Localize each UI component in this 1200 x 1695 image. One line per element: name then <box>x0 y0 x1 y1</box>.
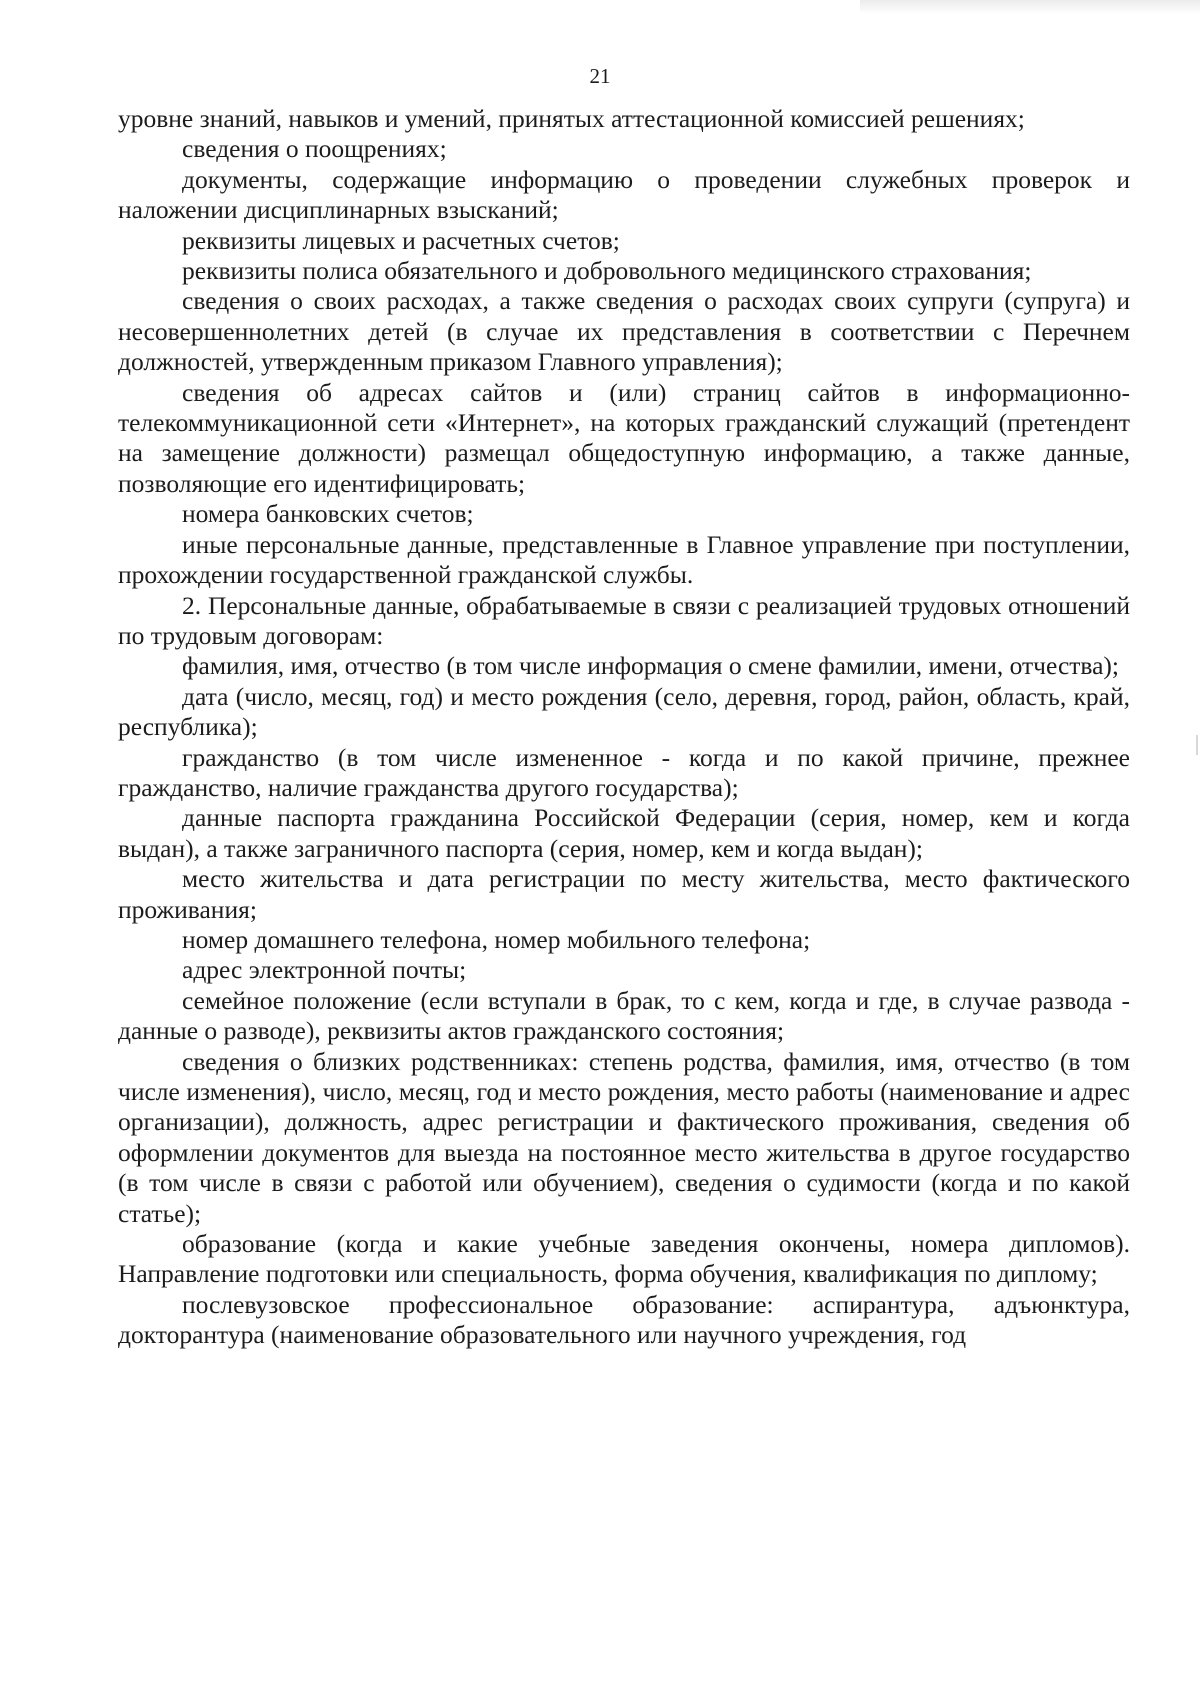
paragraph-section-2: 2. Персональные данные, обрабатываемые в связи с реализацией трудовых отношений по трудовым договорам: <box>118 590 1130 650</box>
scan-artifact <box>860 0 1200 14</box>
paragraph-marital-status: семейное положение (если вступали в брак, то с кем, когда и где, в случае развода - данные о разводе), реквизиты актов гражданского состояния; <box>118 985 1130 1046</box>
paragraph-passport: данные паспорта гражданина Российской Федерации (серия, номер, кем и когда выдан), а также заграничного паспорта (серия, номер, кем и когда выдан); <box>118 803 1130 863</box>
scan-edge-mark <box>1196 735 1198 755</box>
paragraph-continuation: уровне знаний, навыков и умений, принятых аттестационной комиссией решениях; <box>118 104 1025 133</box>
paragraph-citizenship: гражданство (в том числе измененное - когда и по какой причине, прежнее гражданство, наличие гражданства другого государства); <box>118 742 1130 802</box>
paragraph-education: образование (когда и какие учебные заведения окончены, номера дипломов). Направление подготовки или специальность, форма обучения, квалификация по диплому; <box>118 1229 1130 1289</box>
paragraph-insurance: реквизиты полиса обязательного и добровольного медицинского страхования; <box>182 256 1032 286</box>
document-body <box>118 104 1130 1351</box>
paragraph-inspections: документы, содержащие информацию о проведении служебных проверок и наложении дисциплинарных взысканий; <box>118 164 1130 225</box>
paragraph-relatives: сведения о близких родственниках: степень родства, фамилия, имя, отчество (в том числе изменения), число, месяц, год и место рождения, место работы (наименование и адрес организации), должность, адрес регистрации и фактического проживания, сведения об оформлении документов для выезда на постоянное место жительства в другое государство (в том числе в связи с работой или обучением), сведения о судимости (когда и по какой статье); <box>118 1046 1130 1228</box>
paragraph-bank-accounts: номера банковских счетов; <box>182 499 474 529</box>
paragraph-accounts: реквизиты лицевых и расчетных счетов; <box>182 225 620 255</box>
paragraph-full-name: фамилия, имя, отчество (в том числе информация о смене фамилии, имени, отчества); <box>182 651 1120 681</box>
page-number: 21 <box>589 64 611 88</box>
paragraph-incentives: сведения о поощрениях; <box>182 134 447 164</box>
paragraph-postgraduate: послевузовское профессиональное образование: аспирантура, адъюнктура, докторантура (наименование образовательного или научного учреждения, год <box>118 1289 1130 1350</box>
paragraph-residence: место жительства и дата регистрации по месту жительства, место фактического проживания; <box>118 864 1130 924</box>
paragraph-other-data: иные персональные данные, представленные в Главное управление при поступлении, прохождении государственной гражданской службы. <box>118 529 1130 590</box>
paragraph-birth: дата (число, месяц, год) и место рождения (село, деревня, город, район, область, край, республика); <box>118 681 1130 742</box>
paragraph-websites: сведения об адресах сайтов и (или) страниц сайтов в информационно-телекоммуникационной сети «Интернет», на которых гражданский служащий (претендент на замещение должности) размещал общедоступную информацию, а также данные, позволяющие его идентифицировать; <box>118 377 1130 498</box>
paragraph-expenses: сведения о своих расходах, а также сведения о расходах своих супруги (супруга) и несовершеннолетних детей (в случае их представления в соответствии с Перечнем должностей, утвержденным приказом Главного управления); <box>118 286 1130 377</box>
paragraph-email: адрес электронной почты; <box>182 955 467 985</box>
paragraph-phones: номер домашнего телефона, номер мобильного телефона; <box>182 924 811 954</box>
